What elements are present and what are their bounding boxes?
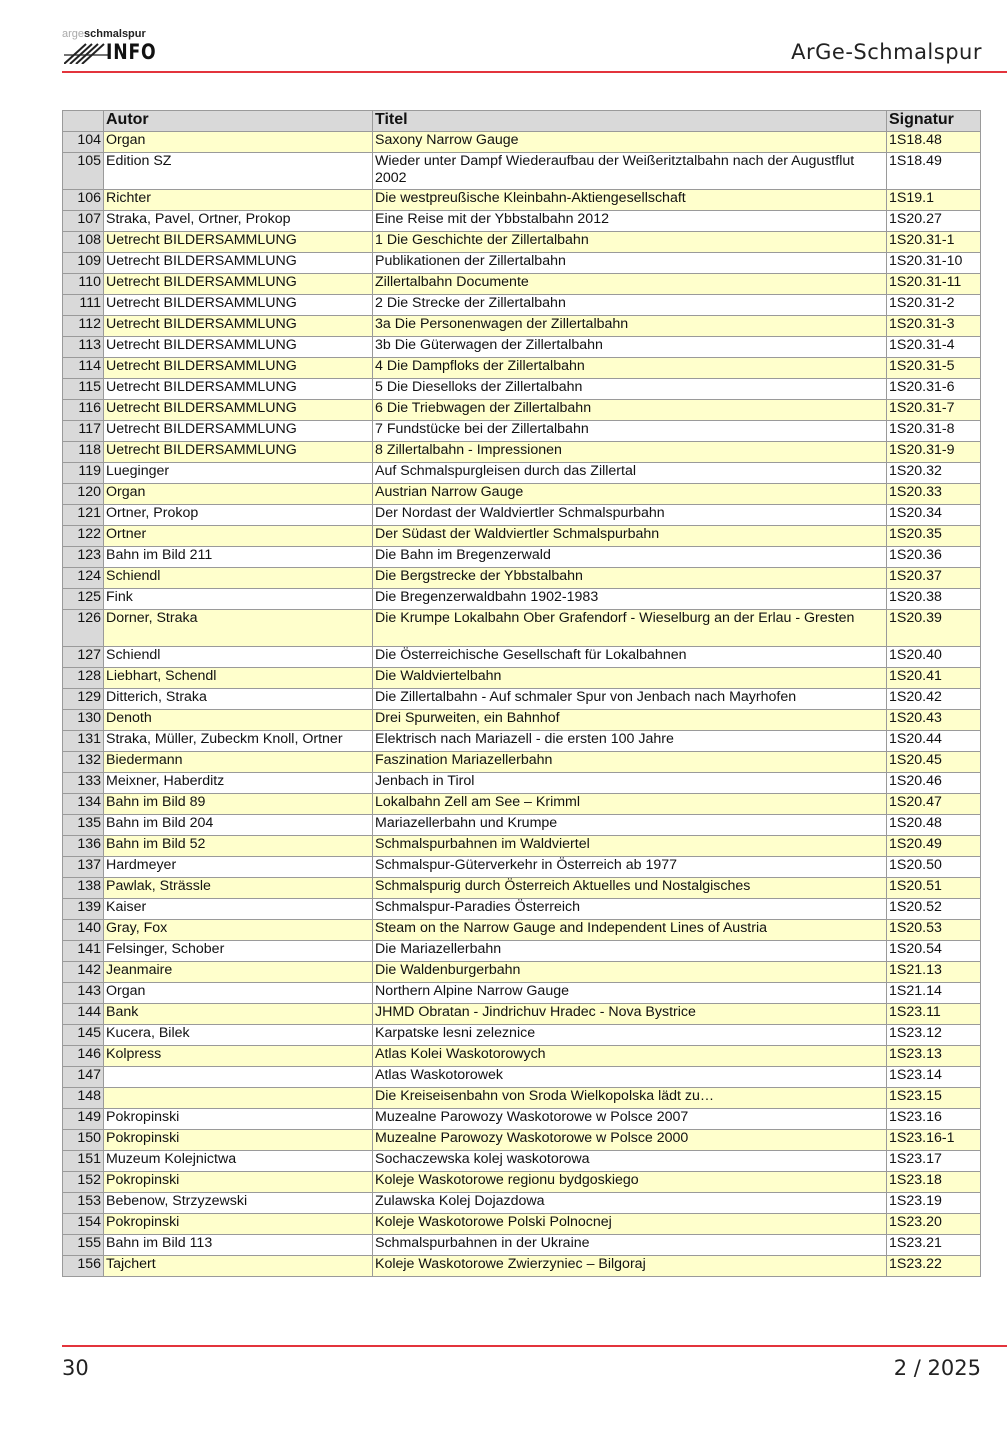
table-row [63, 836, 981, 857]
cell-signatur: 1S20.31-10 [887, 253, 981, 274]
cell-titel: 8 Zillertalbahn - Impressionen [373, 442, 887, 463]
publication-name: ArGe-Schmalspur [791, 40, 982, 64]
row-index: 106 [63, 190, 104, 211]
cell-signatur: 1S20.51 [887, 878, 981, 899]
table-row [63, 295, 981, 316]
cell-signatur: 1S20.32 [887, 463, 981, 484]
cell-signatur: 1S23.20 [887, 1214, 981, 1235]
cell-signatur: 1S20.31-7 [887, 400, 981, 421]
row-index: 108 [63, 232, 104, 253]
cell-titel: JHMD Obratan - Jindrichuv Hradec - Nova Bystrice [373, 1004, 887, 1025]
cell-autor: Tajchert [104, 1256, 373, 1277]
row-index: 111 [63, 295, 104, 316]
row-index: 153 [63, 1193, 104, 1214]
table-row [63, 983, 981, 1004]
table-row [63, 379, 981, 400]
cell-autor: Uetrecht BILDERSAMMLUNG [104, 274, 373, 295]
row-index: 119 [63, 463, 104, 484]
row-index: 140 [63, 920, 104, 941]
table-row [63, 878, 981, 899]
cell-signatur: 1S20.43 [887, 710, 981, 731]
cell-autor: Kucera, Bilek [104, 1025, 373, 1046]
cell-signatur: 1S23.17 [887, 1151, 981, 1172]
cell-signatur: 1S23.15 [887, 1088, 981, 1109]
table-row [63, 211, 981, 232]
cell-signatur: 1S20.40 [887, 647, 981, 668]
cell-titel: Koleje Waskotorowe regionu bydgoskiego [373, 1172, 887, 1193]
table-row [63, 526, 981, 547]
cell-autor: Pokropinski [104, 1172, 373, 1193]
cell-signatur: 1S20.31-6 [887, 379, 981, 400]
table-row [63, 1214, 981, 1235]
cell-signatur: 1S23.19 [887, 1193, 981, 1214]
cell-titel: 7 Fundstücke bei der Zillertalbahn [373, 421, 887, 442]
cell-autor: Uetrecht BILDERSAMMLUNG [104, 253, 373, 274]
cell-signatur: 1S20.39 [887, 610, 981, 647]
cell-titel: Die Kreiseisenbahn von Sroda Wielkopolska lädt zu… [373, 1088, 887, 1109]
cell-autor: Uetrecht BILDERSAMMLUNG [104, 232, 373, 253]
table-row [63, 1193, 981, 1214]
row-index: 121 [63, 505, 104, 526]
cell-signatur: 1S20.31-11 [887, 274, 981, 295]
cell-titel: Die Bahn im Bregenzerwald [373, 547, 887, 568]
cell-autor: Pawlak, Strässle [104, 878, 373, 899]
cell-signatur: 1S23.16-1 [887, 1130, 981, 1151]
cell-titel: Steam on the Narrow Gauge and Independent Lines of Austria [373, 920, 887, 941]
row-index: 107 [63, 211, 104, 232]
cell-signatur: 1S23.13 [887, 1046, 981, 1067]
cell-signatur: 1S18.48 [887, 132, 981, 153]
cell-titel: 3a Die Personenwagen der Zillertalbahn [373, 316, 887, 337]
row-index: 151 [63, 1151, 104, 1172]
cell-signatur: 1S23.11 [887, 1004, 981, 1025]
cell-signatur: 1S20.31-1 [887, 232, 981, 253]
table-row [63, 752, 981, 773]
cell-titel: Northern Alpine Narrow Gauge [373, 983, 887, 1004]
cell-autor: Uetrecht BILDERSAMMLUNG [104, 358, 373, 379]
row-index: 141 [63, 941, 104, 962]
cell-autor: Organ [104, 484, 373, 505]
cell-titel: Saxony Narrow Gauge [373, 132, 887, 153]
row-index: 105 [63, 153, 104, 190]
magazine-logo [62, 26, 157, 68]
row-index: 131 [63, 731, 104, 752]
rail-stripes-icon [64, 42, 108, 64]
table-row [63, 568, 981, 589]
logo-wordmark: argeschmalspur [62, 28, 146, 40]
table-row [63, 1088, 981, 1109]
cell-autor: Pokropinski [104, 1214, 373, 1235]
cell-signatur: 1S20.31-5 [887, 358, 981, 379]
cell-autor: Denoth [104, 710, 373, 731]
row-index: 130 [63, 710, 104, 731]
row-index: 144 [63, 1004, 104, 1025]
row-index: 146 [63, 1046, 104, 1067]
cell-autor: Uetrecht BILDERSAMMLUNG [104, 379, 373, 400]
table-row [63, 731, 981, 752]
cell-signatur: 1S20.49 [887, 836, 981, 857]
col-header-index [63, 111, 104, 132]
row-index: 118 [63, 442, 104, 463]
cell-autor: Pokropinski [104, 1130, 373, 1151]
cell-autor: Ortner [104, 526, 373, 547]
row-index: 134 [63, 794, 104, 815]
table-row [63, 505, 981, 526]
table-row [63, 962, 981, 983]
cell-signatur: 1S20.45 [887, 752, 981, 773]
row-index: 149 [63, 1109, 104, 1130]
cell-signatur: 1S20.31-8 [887, 421, 981, 442]
table-row [63, 253, 981, 274]
cell-titel: Muzealne Parowozy Waskotorowe w Polsce 2007 [373, 1109, 887, 1130]
cell-autor: Richter [104, 190, 373, 211]
cell-titel: Karpatske lesni zeleznice [373, 1025, 887, 1046]
cell-autor: Ortner, Prokop [104, 505, 373, 526]
cell-autor: Biedermann [104, 752, 373, 773]
cell-signatur: 1S20.34 [887, 505, 981, 526]
cell-signatur: 1S23.21 [887, 1235, 981, 1256]
row-index: 154 [63, 1214, 104, 1235]
cell-autor: Uetrecht BILDERSAMMLUNG [104, 316, 373, 337]
row-index: 152 [63, 1172, 104, 1193]
col-header-signatur: Signatur [887, 111, 981, 132]
cell-autor: Bahn im Bild 52 [104, 836, 373, 857]
table-row [63, 1004, 981, 1025]
cell-titel: Wieder unter Dampf Wiederaufbau der Weißeritztalbahn nach der Augustflut 2002 [373, 153, 887, 190]
cell-signatur: 1S20.53 [887, 920, 981, 941]
cell-autor: Uetrecht BILDERSAMMLUNG [104, 442, 373, 463]
table-row [63, 857, 981, 878]
row-index: 148 [63, 1088, 104, 1109]
row-index: 115 [63, 379, 104, 400]
cell-autor: Kaiser [104, 899, 373, 920]
table-row [63, 316, 981, 337]
cell-autor: Uetrecht BILDERSAMMLUNG [104, 400, 373, 421]
cell-autor: Muzeum Kolejnictwa [104, 1151, 373, 1172]
cell-autor: Bahn im Bild 89 [104, 794, 373, 815]
cell-signatur: 1S20.31-9 [887, 442, 981, 463]
cell-titel: Zulawska Kolej Dojazdowa [373, 1193, 887, 1214]
cell-titel: Die Österreichische Gesellschaft für Lokalbahnen [373, 647, 887, 668]
cell-autor: Uetrecht BILDERSAMMLUNG [104, 421, 373, 442]
cell-autor: Straka, Pavel, Ortner, Prokop [104, 211, 373, 232]
cell-autor: Edition SZ [104, 153, 373, 190]
table-row [63, 1067, 981, 1088]
cell-signatur: 1S20.33 [887, 484, 981, 505]
row-index: 150 [63, 1130, 104, 1151]
cell-autor: Hardmeyer [104, 857, 373, 878]
row-index: 142 [63, 962, 104, 983]
cell-autor: Ditterich, Straka [104, 689, 373, 710]
table-row [63, 132, 981, 153]
row-index: 124 [63, 568, 104, 589]
table-row [63, 647, 981, 668]
cell-titel: Auf Schmalspurgleisen durch das Zillertal [373, 463, 887, 484]
col-header-autor: Autor [104, 111, 373, 132]
row-index: 127 [63, 647, 104, 668]
row-index: 112 [63, 316, 104, 337]
cell-titel: Austrian Narrow Gauge [373, 484, 887, 505]
table-row [63, 232, 981, 253]
row-index: 109 [63, 253, 104, 274]
row-index: 132 [63, 752, 104, 773]
cell-titel: 6 Die Triebwagen der Zillertalbahn [373, 400, 887, 421]
row-index: 136 [63, 836, 104, 857]
cell-titel: Jenbach in Tirol [373, 773, 887, 794]
table-row [63, 1025, 981, 1046]
table-row [63, 920, 981, 941]
table-row [63, 815, 981, 836]
row-index: 120 [63, 484, 104, 505]
row-index: 104 [63, 132, 104, 153]
row-index: 147 [63, 1067, 104, 1088]
cell-autor: Lueginger [104, 463, 373, 484]
table-header-row [63, 111, 981, 132]
cell-titel: Die Bregenzerwaldbahn 1902-1983 [373, 589, 887, 610]
cell-signatur: 1S21.13 [887, 962, 981, 983]
cell-titel: Die Waldviertelbahn [373, 668, 887, 689]
cell-signatur: 1S20.35 [887, 526, 981, 547]
table-row [63, 1235, 981, 1256]
cell-signatur: 1S23.14 [887, 1067, 981, 1088]
cell-titel: Sochaczewska kolej waskotorowa [373, 1151, 887, 1172]
cell-titel: Elektrisch nach Mariazell - die ersten 100 Jahre [373, 731, 887, 752]
row-index: 117 [63, 421, 104, 442]
table-row [63, 668, 981, 689]
table-row [63, 1151, 981, 1172]
cell-signatur: 1S20.27 [887, 211, 981, 232]
cell-signatur: 1S23.16 [887, 1109, 981, 1130]
cell-titel: Der Nordast der Waldviertler Schmalspurbahn [373, 505, 887, 526]
table-row [63, 421, 981, 442]
table-row [63, 1130, 981, 1151]
cell-autor: Dorner, Straka [104, 610, 373, 647]
row-index: 129 [63, 689, 104, 710]
cell-titel: Lokalbahn Zell am See – Krimml [373, 794, 887, 815]
cell-signatur: 1S20.48 [887, 815, 981, 836]
cell-titel: Die Mariazellerbahn [373, 941, 887, 962]
cell-titel: Schmalspurbahnen im Waldviertel [373, 836, 887, 857]
table-row [63, 1046, 981, 1067]
logo-info-text: INFO [106, 40, 157, 64]
cell-autor: Uetrecht BILDERSAMMLUNG [104, 337, 373, 358]
cell-titel: 2 Die Strecke der Zillertalbahn [373, 295, 887, 316]
table-row [63, 1172, 981, 1193]
table-row [63, 1109, 981, 1130]
cell-autor: Schiendl [104, 647, 373, 668]
cell-signatur: 1S20.50 [887, 857, 981, 878]
cell-signatur: 1S18.49 [887, 153, 981, 190]
cell-autor [104, 1067, 373, 1088]
cell-titel: Zillertalbahn Documente [373, 274, 887, 295]
row-index: 128 [63, 668, 104, 689]
cell-titel: Drei Spurweiten, ein Bahnhof [373, 710, 887, 731]
row-index: 156 [63, 1256, 104, 1277]
cell-titel: 5 Die Dieselloks der Zillertalbahn [373, 379, 887, 400]
cell-signatur: 1S23.22 [887, 1256, 981, 1277]
table-row [63, 941, 981, 962]
cell-autor: Bahn im Bild 211 [104, 547, 373, 568]
cell-signatur: 1S20.42 [887, 689, 981, 710]
row-index: 137 [63, 857, 104, 878]
cell-titel: 4 Die Dampfloks der Zillertalbahn [373, 358, 887, 379]
row-index: 113 [63, 337, 104, 358]
cell-titel: Mariazellerbahn und Krumpe [373, 815, 887, 836]
row-index: 125 [63, 589, 104, 610]
cell-autor [104, 1088, 373, 1109]
col-header-titel: Titel [373, 111, 887, 132]
cell-titel: Schmalspur-Güterverkehr in Österreich ab 1977 [373, 857, 887, 878]
cell-titel: 3b Die Güterwagen der Zillertalbahn [373, 337, 887, 358]
cell-titel: Die Zillertalbahn - Auf schmaler Spur von Jenbach nach Mayrhofen [373, 689, 887, 710]
cell-signatur: 1S20.54 [887, 941, 981, 962]
cell-signatur: 1S20.36 [887, 547, 981, 568]
row-index: 126 [63, 610, 104, 647]
table-row [63, 794, 981, 815]
row-index: 145 [63, 1025, 104, 1046]
cell-titel: Publikationen der Zillertalbahn [373, 253, 887, 274]
footer-rule [62, 1345, 1007, 1347]
row-index: 110 [63, 274, 104, 295]
cell-signatur: 1S20.38 [887, 589, 981, 610]
table-row [63, 337, 981, 358]
cell-signatur: 1S20.37 [887, 568, 981, 589]
cell-autor: Straka, Müller, Zubeckm Knoll, Ortner [104, 731, 373, 752]
table-row [63, 710, 981, 731]
table-row [63, 442, 981, 463]
table-row [63, 274, 981, 295]
cell-titel: 1 Die Geschichte der Zillertalbahn [373, 232, 887, 253]
cell-titel: Schmalspur-Paradies Österreich [373, 899, 887, 920]
cell-signatur: 1S20.47 [887, 794, 981, 815]
cell-autor: Uetrecht BILDERSAMMLUNG [104, 295, 373, 316]
cell-autor: Fink [104, 589, 373, 610]
cell-signatur: 1S23.12 [887, 1025, 981, 1046]
cell-signatur: 1S20.41 [887, 668, 981, 689]
table-row [63, 153, 981, 190]
cell-titel: Atlas Kolei Waskotorowych [373, 1046, 887, 1067]
cell-autor: Pokropinski [104, 1109, 373, 1130]
cell-autor: Schiendl [104, 568, 373, 589]
cell-signatur: 1S20.44 [887, 731, 981, 752]
row-index: 114 [63, 358, 104, 379]
table-row [63, 899, 981, 920]
cell-titel: Faszination Mariazellerbahn [373, 752, 887, 773]
cell-titel: Die westpreußische Kleinbahn-Aktiengesellschaft [373, 190, 887, 211]
cell-signatur: 1S23.18 [887, 1172, 981, 1193]
cell-signatur: 1S20.31-2 [887, 295, 981, 316]
cell-autor: Organ [104, 983, 373, 1004]
table-row [63, 400, 981, 421]
table-row [63, 190, 981, 211]
row-index: 135 [63, 815, 104, 836]
cell-titel: Schmalspurig durch Österreich Aktuelles und Nostalgisches [373, 878, 887, 899]
cell-titel: Eine Reise mit der Ybbstalbahn 2012 [373, 211, 887, 232]
cell-titel: Atlas Waskotorowek [373, 1067, 887, 1088]
cell-autor: Bebenow, Strzyzewski [104, 1193, 373, 1214]
cell-titel: Der Südast der Waldviertler Schmalspurbahn [373, 526, 887, 547]
row-index: 155 [63, 1235, 104, 1256]
cell-autor: Jeanmaire [104, 962, 373, 983]
row-index: 138 [63, 878, 104, 899]
issue-label: 2 / 2025 [893, 1356, 981, 1380]
cell-signatur: 1S19.1 [887, 190, 981, 211]
cell-titel: Koleje Waskotorowe Zwierzyniec – Bilgoraj [373, 1256, 887, 1277]
row-index: 122 [63, 526, 104, 547]
cell-signatur: 1S20.31-4 [887, 337, 981, 358]
row-index: 133 [63, 773, 104, 794]
table-row [63, 358, 981, 379]
cell-titel: Die Krumpe Lokalbahn Ober Grafendorf - Wieselburg an der Erlau - Gresten [373, 610, 887, 647]
table-row [63, 773, 981, 794]
table-row [63, 484, 981, 505]
cell-titel: Die Bergstrecke der Ybbstalbahn [373, 568, 887, 589]
cell-signatur: 1S20.52 [887, 899, 981, 920]
cell-titel: Koleje Waskotorowe Polski Polnocnej [373, 1214, 887, 1235]
cell-titel: Die Waldenburgerbahn [373, 962, 887, 983]
row-index: 143 [63, 983, 104, 1004]
cell-autor: Organ [104, 132, 373, 153]
cell-signatur: 1S21.14 [887, 983, 981, 1004]
cell-signatur: 1S20.46 [887, 773, 981, 794]
row-index: 116 [63, 400, 104, 421]
table-row [63, 463, 981, 484]
row-index: 123 [63, 547, 104, 568]
cell-signatur: 1S20.31-3 [887, 316, 981, 337]
row-index: 139 [63, 899, 104, 920]
cell-autor: Bank [104, 1004, 373, 1025]
cell-autor: Gray, Fox [104, 920, 373, 941]
header-rule [62, 71, 1007, 73]
cell-autor: Kolpress [104, 1046, 373, 1067]
table-row [63, 610, 981, 647]
table-row [63, 589, 981, 610]
cell-autor: Liebhart, Schendl [104, 668, 373, 689]
cell-titel: Muzealne Parowozy Waskotorowe w Polsce 2000 [373, 1130, 887, 1151]
cell-autor: Bahn im Bild 204 [104, 815, 373, 836]
table-row [63, 547, 981, 568]
cell-autor: Bahn im Bild 113 [104, 1235, 373, 1256]
table-row [63, 1256, 981, 1277]
catalog-table [62, 110, 981, 1277]
cell-titel: Schmalspurbahnen in der Ukraine [373, 1235, 887, 1256]
cell-autor: Meixner, Haberditz [104, 773, 373, 794]
table-row [63, 689, 981, 710]
cell-autor: Felsinger, Schober [104, 941, 373, 962]
page-number: 30 [62, 1356, 89, 1380]
